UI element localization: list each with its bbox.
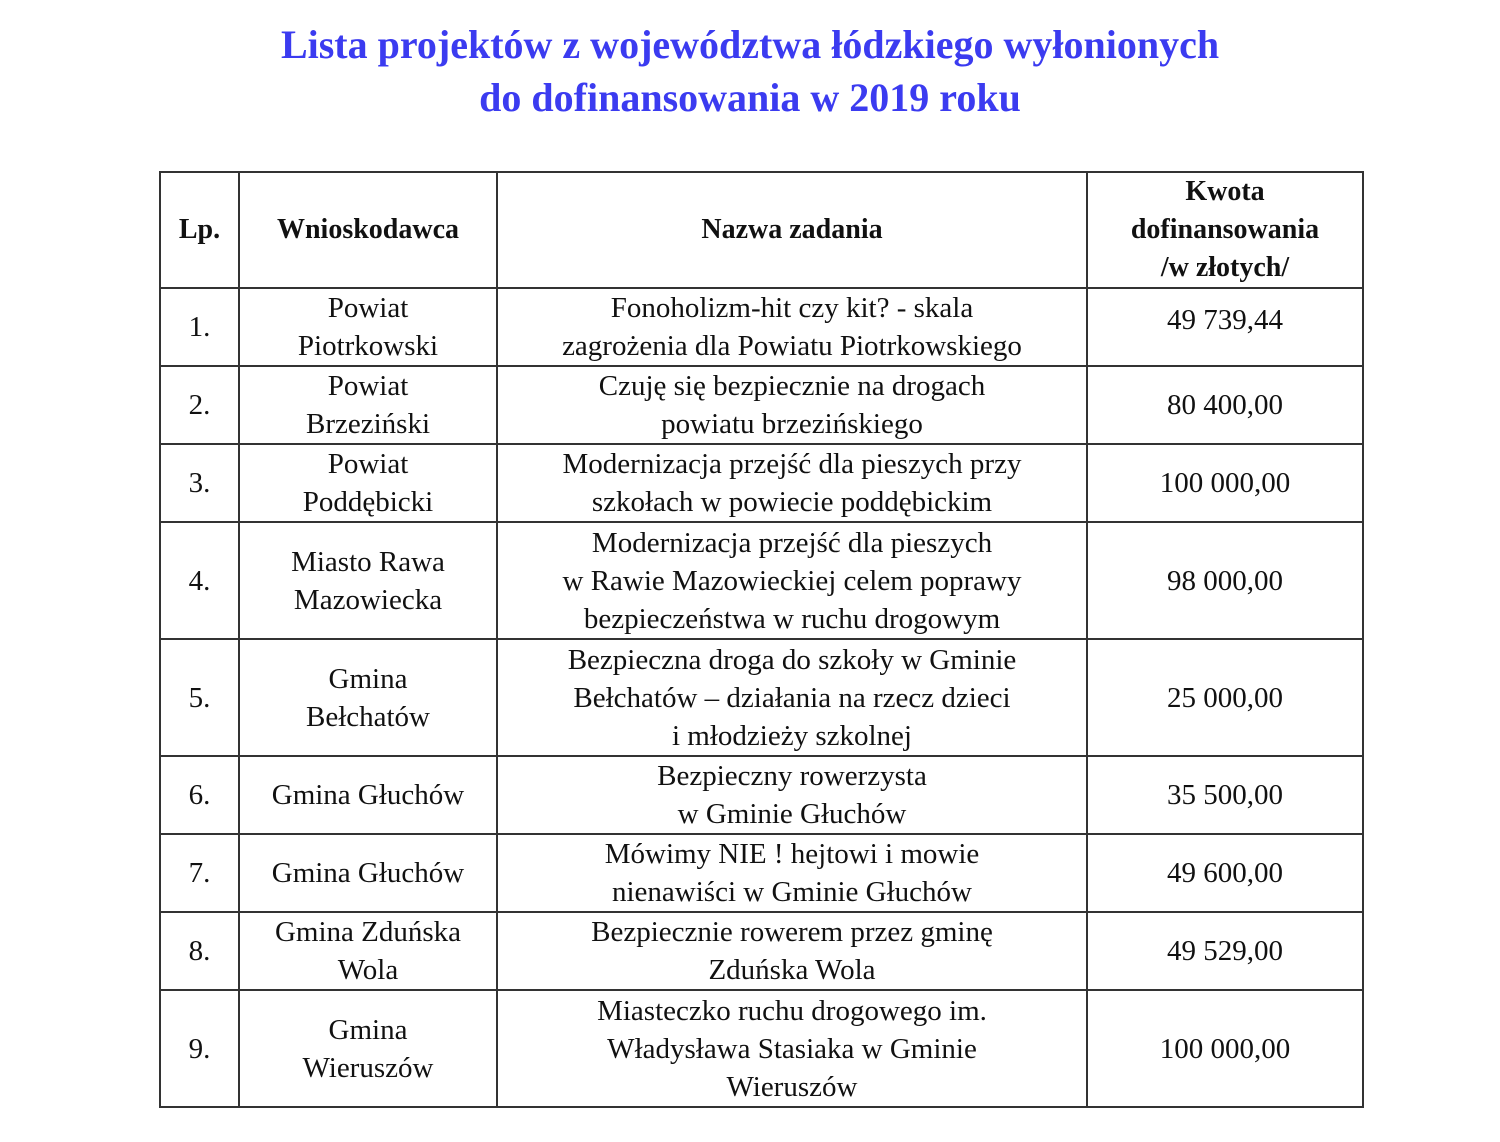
cell-lp: 6. xyxy=(160,756,239,834)
projects-table xyxy=(159,171,1364,1108)
cell-task-line: szkołach w powiecie poddębickim xyxy=(591,486,993,518)
table-row xyxy=(160,834,1363,912)
cell-task-line: Bezpiecznie rowerem przez gminę xyxy=(591,916,993,948)
cell-applicant-line: Poddębicki xyxy=(302,486,434,518)
cell-task xyxy=(497,834,1087,912)
page-title xyxy=(0,18,1500,124)
cell-amount: 49 600,00 xyxy=(1087,834,1363,912)
table-row xyxy=(160,912,1363,990)
cell-lp: 7. xyxy=(160,834,239,912)
cell-applicant-line: Brzeziński xyxy=(305,408,430,440)
header-amount-line: Kwota xyxy=(1185,176,1265,207)
cell-applicant-line: Powiat xyxy=(327,292,409,324)
cell-task-line: Zduńska Wola xyxy=(708,954,876,986)
header-amount-line: dofinansowania xyxy=(1130,214,1320,245)
cell-amount: 25 000,00 xyxy=(1087,639,1363,756)
cell-task-line: Modernizacja przejść dla pieszych przy xyxy=(562,448,1022,480)
cell-amount: 80 400,00 xyxy=(1087,366,1363,444)
cell-amount: 49 529,00 xyxy=(1087,912,1363,990)
cell-amount: 35 500,00 xyxy=(1087,756,1363,834)
cell-task xyxy=(497,522,1087,639)
cell-lp: 8. xyxy=(160,912,239,990)
cell-lp: 5. xyxy=(160,639,239,756)
cell-lp: 2. xyxy=(160,366,239,444)
cell-task-line: Miasteczko ruchu drogowego im. xyxy=(597,994,987,1027)
cell-task xyxy=(497,366,1087,444)
header-amount xyxy=(1087,172,1363,288)
cell-task-line: Bezpieczny rowerzysta xyxy=(657,760,927,792)
page-title-line-2: do dofinansowania w 2019 roku xyxy=(479,75,1021,120)
cell-task-line: Mówimy NIE ! hejtowi i mowie xyxy=(604,838,980,870)
cell-task-line: Bełchatów – działania na rzecz dzieci xyxy=(573,681,1011,714)
cell-applicant-line: Gmina Głuchów xyxy=(271,857,465,889)
cell-task-line: Bezpieczna droga do szkoły w Gminie xyxy=(567,643,1017,676)
cell-task xyxy=(497,444,1087,522)
cell-task-line: w Rawie Mazowieckiej celem poprawy xyxy=(562,564,1022,597)
cell-applicant-line: Gmina xyxy=(328,1013,408,1046)
cell-task xyxy=(497,288,1087,366)
cell-task-line: bezpieczeństwa w ruchu drogowym xyxy=(583,602,1001,635)
table-row xyxy=(160,366,1363,444)
cell-amount: 98 000,00 xyxy=(1087,522,1363,639)
cell-lp: 3. xyxy=(160,444,239,522)
cell-applicant xyxy=(239,756,497,834)
cell-task-line: zagrożenia dla Powiatu Piotrkowskiego xyxy=(562,330,1022,362)
cell-applicant-line: Gmina xyxy=(328,662,408,695)
cell-applicant xyxy=(239,990,497,1107)
cell-lp: 9. xyxy=(160,990,239,1107)
table-row xyxy=(160,444,1363,522)
cell-applicant-line: Piotrkowski xyxy=(297,330,439,362)
header-lp: Lp. xyxy=(160,172,239,288)
table-row xyxy=(160,522,1363,639)
header-amount-line: /w złotych/ xyxy=(1160,252,1290,283)
cell-applicant-line: Wola xyxy=(337,954,399,986)
cell-task xyxy=(497,990,1087,1107)
cell-applicant xyxy=(239,288,497,366)
cell-applicant xyxy=(239,639,497,756)
cell-applicant-line: Powiat xyxy=(327,448,409,480)
cell-task-line: i młodzieży szkolnej xyxy=(672,719,912,752)
cell-task-line: Fonoholizm-hit czy kit? - skala xyxy=(610,292,974,324)
cell-applicant-line: Miasto Rawa xyxy=(291,545,445,578)
cell-task-line: powiatu brzezińskiego xyxy=(661,408,923,440)
cell-task-line: Czuję się bezpiecznie na drogach xyxy=(598,370,986,402)
table-row xyxy=(160,990,1363,1107)
table-row xyxy=(160,639,1363,756)
cell-task xyxy=(497,756,1087,834)
cell-task xyxy=(497,912,1087,990)
table-row xyxy=(160,756,1363,834)
cell-applicant xyxy=(239,522,497,639)
cell-lp: 4. xyxy=(160,522,239,639)
cell-task-line: nienawiści w Gminie Głuchów xyxy=(611,876,972,908)
cell-applicant xyxy=(239,444,497,522)
cell-task-line: Modernizacja przejść dla pieszych xyxy=(591,526,993,559)
cell-amount: 49 739,44 xyxy=(1087,288,1363,366)
cell-applicant xyxy=(239,366,497,444)
cell-applicant-line: Bełchatów xyxy=(305,700,430,733)
cell-amount: 100 000,00 xyxy=(1087,444,1363,522)
cell-applicant-line: Gmina Głuchów xyxy=(271,779,465,811)
cell-applicant-line: Mazowiecka xyxy=(293,583,443,616)
header-task: Nazwa zadania xyxy=(497,172,1087,288)
cell-lp: 1. xyxy=(160,288,239,366)
cell-task-line: w Gminie Głuchów xyxy=(677,798,907,830)
page-title-line-1: Lista projektów z województwa łódzkiego wyłonionych xyxy=(280,22,1220,67)
cell-amount: 100 000,00 xyxy=(1087,990,1363,1107)
table-header-row xyxy=(160,172,1363,288)
cell-applicant-line: Powiat xyxy=(327,370,409,402)
cell-task-line: Władysława Stasiaka w Gminie xyxy=(607,1032,977,1065)
cell-applicant-line: Gmina Zduńska xyxy=(274,916,462,948)
cell-applicant xyxy=(239,834,497,912)
header-applicant: Wnioskodawca xyxy=(239,172,497,288)
table-row xyxy=(160,288,1363,366)
cell-task xyxy=(497,639,1087,756)
cell-task-line: Wieruszów xyxy=(726,1070,858,1103)
cell-applicant xyxy=(239,912,497,990)
cell-applicant-line: Wieruszów xyxy=(302,1051,434,1084)
